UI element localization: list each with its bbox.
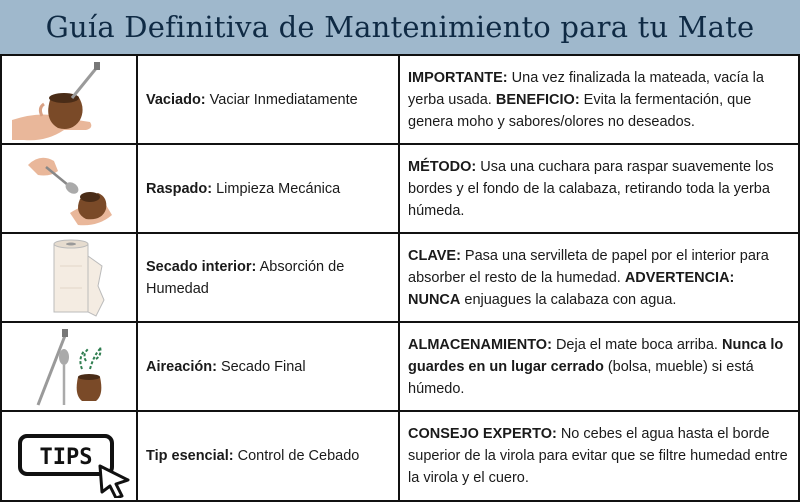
desc-text: Una vez finalizada la mateada, vacía la yerba usada.	[408, 69, 764, 108]
description-cell	[399, 322, 799, 411]
step-title: Aireación:	[146, 358, 217, 375]
description-cell	[399, 55, 799, 144]
image-cell	[1, 55, 137, 144]
step-cell	[137, 322, 399, 411]
paper-towel-icon	[2, 236, 136, 320]
table-row	[1, 233, 799, 322]
image-cell	[1, 322, 137, 411]
desc-text: Usa una cuchara para raspar suavemente los bordes y el fondo de la calabaza, retirando toda la yerba húmeda.	[408, 158, 774, 219]
step-title: Secado interior:	[146, 258, 257, 275]
desc-text: (bolsa, mueble) si está húmedo.	[408, 358, 754, 397]
desc-label: BENEFICIO:	[495, 91, 580, 108]
desc-text: Evita la fermentación, que genera moho y sabores/olores no deseados.	[408, 91, 752, 130]
step-subtitle: Secado Final	[216, 358, 306, 375]
step-subtitle: Limpieza Mecánica	[212, 180, 341, 197]
description-cell	[399, 233, 799, 322]
maintenance-table	[0, 54, 800, 502]
desc-text: Deja el mate boca arriba.	[551, 336, 722, 353]
step-subtitle: Control de Cebado	[233, 448, 360, 464]
mate-emptying-icon	[2, 58, 136, 142]
step-title: Raspado:	[146, 180, 213, 197]
desc-label: MÉTODO:	[408, 158, 477, 175]
desc-label: IMPORTANTE:	[408, 69, 508, 86]
desc-label: ADVERTENCIA: NUNCA	[408, 269, 735, 308]
desc-text: enjuagues la calabaza con agua.	[460, 291, 677, 308]
table-row	[1, 55, 799, 144]
tips-icon	[2, 414, 136, 498]
title-banner	[0, 0, 800, 54]
description-cell	[399, 144, 799, 233]
tips-label: TIPS	[39, 445, 93, 470]
step-cell	[137, 144, 399, 233]
desc-label: CONSEJO EXPERTO:	[408, 426, 557, 442]
desc-text: Pasa una servilleta de papel por el interior para absorber el resto de la humedad.	[408, 247, 769, 286]
desc-text: No cebes el agua hasta el borde superior de la virola para evitar que se filtre humedad entre la virola y el cuero.	[408, 426, 788, 486]
step-subtitle: Absorción de Humedad	[146, 258, 345, 297]
step-cell	[137, 55, 399, 144]
desc-label: ALMACENAMIENTO:	[408, 336, 552, 353]
desc-label: CLAVE:	[408, 247, 461, 264]
step-title: Vaciado:	[146, 91, 206, 108]
spoon-scraping-icon	[2, 147, 136, 231]
table-row	[1, 144, 799, 233]
description-cell	[399, 411, 799, 501]
image-cell	[1, 144, 137, 233]
image-cell	[1, 411, 137, 501]
table-row	[1, 411, 799, 501]
step-title: Tip esencial:	[146, 448, 234, 464]
table-row	[1, 322, 799, 411]
step-subtitle: Vaciar Inmediatamente	[205, 91, 358, 108]
image-cell	[1, 233, 137, 322]
desc-label: Nunca lo guardes en un lugar cerrado	[408, 336, 784, 375]
mate-drying-icon	[2, 325, 136, 409]
page-title: Guía Definitiva de Mantenimiento para tu Mate	[45, 10, 755, 44]
step-cell	[137, 411, 399, 501]
step-cell	[137, 233, 399, 322]
